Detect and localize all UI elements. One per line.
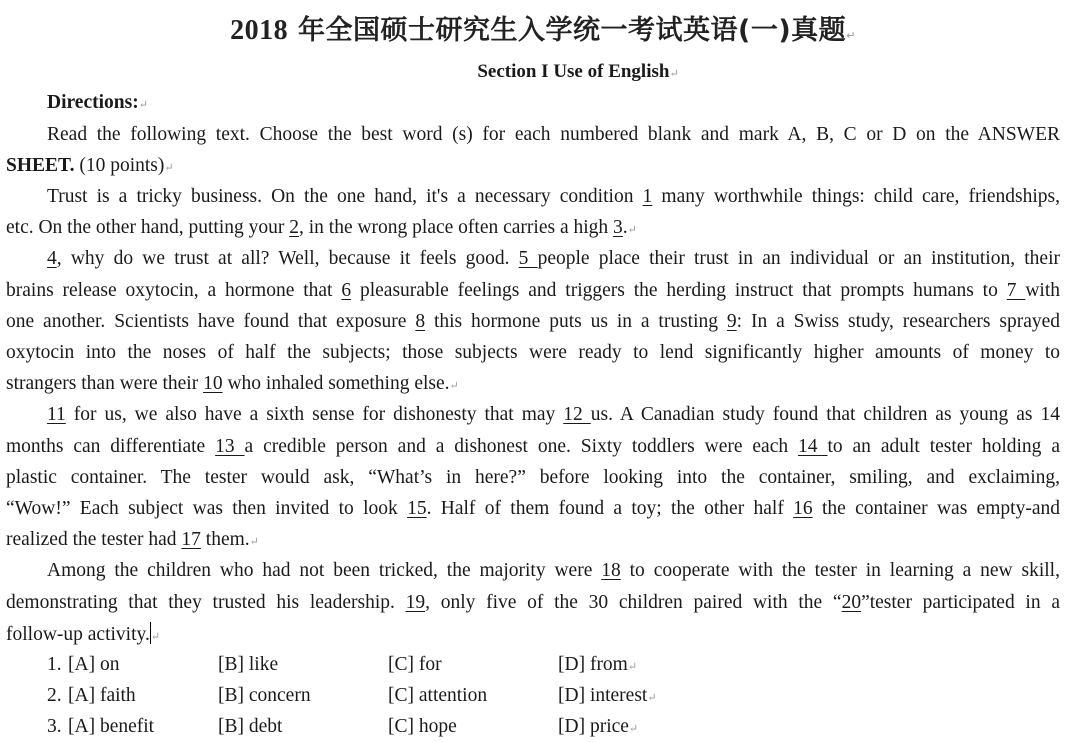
directions-line-1: Read the following text. Choose the best word (s) for each numbered blank and mark A, B, C or D on the ANSWER [47,124,1060,145]
paragraph-mark-icon: ↵ [138,99,148,111]
paragraph-mark-icon: ↵ [249,536,259,548]
passage-line [6,591,1060,615]
passage-text: strangers than were their [6,373,204,394]
blank-number: 15 [407,498,427,519]
question-number: 1. [47,654,62,675]
passage-line [6,466,1060,490]
blank-number: 16 [793,498,813,519]
passage-text: them. [200,529,250,550]
passage-text: pleasurable feelings and triggers the herding instruct that prompts humans to [351,280,1007,301]
points-text: (10 points) [74,155,165,176]
passage-text: this hormone puts us in a trusting [425,311,727,332]
passage-text: brains release oxytocin, a hormone that [6,280,342,301]
passage-text: , only five of the 30 children paired with the “ [425,592,842,613]
question-number: 3. [47,716,62,737]
title-text: 年全国硕士研究生入学统一考试英语(一)真题 [288,15,847,46]
blank-number: 3 [613,217,623,238]
passage-line [6,435,1060,459]
paragraph-mark-icon: ↵ [846,29,856,42]
option-b: [B] debt [218,716,283,737]
passage-line [47,185,1060,209]
paragraph-mark-icon: ↵ [647,692,657,704]
passage-text: many worthwhile things: child care, friendships, [652,186,1060,207]
option-b: [B] concern [218,685,311,706]
option-d: [D] price↵ [558,716,639,737]
passage-text: a credible person and a dishonest one. Sixty toddlers were each [244,436,799,457]
answer-sheet-text: SHEET. [6,155,75,176]
passage-text: who inhaled something else. [222,373,450,394]
question-row [47,684,747,708]
blank-number: 7 [1006,280,1026,301]
passage-text: Trust is a tricky business. On the one hand, it's a necessary condition [47,186,643,207]
paragraph-mark-icon: ↵ [627,224,637,236]
passage-text: . Half of them found a toy; the other half [426,498,794,519]
blank-number: 14 [798,436,828,457]
paragraph-mark-icon: ↵ [150,631,161,643]
passage-line [47,559,1060,583]
passage-line [6,279,1060,303]
passage-text: people place their trust in an individual or an institution, their [537,248,1060,269]
blank-number: 19 [405,592,426,613]
passage-line [6,216,1060,242]
passage-text: oxytocin into the noses of half the subjects; those subjects were ready to lend significantly higher amounts of money to [6,342,1060,363]
blank-number: 12 [563,404,591,425]
passage-text: months can differentiate [6,436,216,457]
blank-number: 4 [47,248,57,269]
passage-text: , in the wrong place often carries a high [298,217,614,238]
section-title [0,61,1086,83]
blank-number: 5 [518,248,538,269]
passage-text: etc. On the other hand, putting your [6,217,290,238]
passage-text: one another. Scientists have found that exposure [6,311,416,332]
question-number: 2. [47,685,62,706]
blank-number: 6 [341,280,352,301]
option-a: [A] benefit [68,716,155,737]
option-c: [C] hope [388,716,457,737]
blank-number: 17 [181,529,201,550]
option-a: [A] faith [68,685,136,706]
blank-number: 11 [47,404,66,425]
passage-text: the container was empty-and [812,498,1060,519]
passage-text: demonstrating that they trusted his leadership. [6,592,406,613]
blank-number: 10 [203,373,223,394]
blank-number: 18 [601,560,621,581]
passage-text: : In a Swiss study, researchers sprayed [736,311,1060,332]
passage-text: to cooperate with the tester in learning a new skill, [620,560,1060,581]
option-b: [B] like [218,654,279,675]
section-title-text: Section I Use of English [477,61,670,82]
passage-line [6,310,1060,334]
option-d: [D] from↵ [558,654,638,675]
passage-line [6,622,1060,649]
blank-number: 20 [841,592,862,613]
passage-line [47,247,1060,271]
passage-line [6,341,1060,365]
passage-text: ”tester participated in a [861,592,1060,613]
directions-label [47,91,1060,117]
blank-number: 2 [289,217,299,238]
option-c: [C] for [388,654,442,675]
passage-text: realized the tester had [6,529,182,550]
paragraph-mark-icon: ↵ [627,661,638,673]
passage-text: follow-up activity. [6,624,150,645]
directions-label-text: Directions: [47,92,139,113]
passage-text: us. A Canadian study found that children as young as 14 [590,404,1060,425]
passage-text: “Wow!” Each subject was then invited to look [6,498,408,519]
option-c: [C] attention [388,685,488,706]
option-d: [D] interest↵ [558,685,657,706]
passage-line [47,403,1060,427]
blank-number: 13 [215,436,245,457]
title-year: 2018 [230,15,289,46]
paragraph-mark-icon: ↵ [628,723,639,735]
directions-line-2 [6,154,1060,180]
paragraph-mark-icon: ↵ [449,380,459,392]
blank-number: 1 [642,186,653,207]
passage-text: to an adult tester holding a [827,436,1060,457]
passage-line [6,372,1060,398]
paragraph-mark-icon: ↵ [669,68,679,80]
passage-line [6,497,1060,521]
option-a: [A] on [68,654,120,675]
passage-text: . [622,217,628,238]
passage-text: , why do we trust at all? Well, because it feels good. [56,248,519,269]
blank-number: 9 [726,311,737,332]
blank-number: 8 [415,311,426,332]
document-title [0,8,1086,47]
paragraph-mark-icon: ↵ [164,162,174,174]
passage-text: Among the children who had not been tricked, the majority were [47,560,602,581]
passage-text: for us, we also have a sixth sense for dishonesty that may [65,404,564,425]
passage-text: plastic container. The tester would ask, “What’s in here?” before looking into the container, smiling, and exclaiming, [6,467,1060,488]
question-row [47,715,747,739]
question-row [47,653,747,677]
passage-line [6,528,1060,554]
passage-text: with [1025,280,1061,301]
